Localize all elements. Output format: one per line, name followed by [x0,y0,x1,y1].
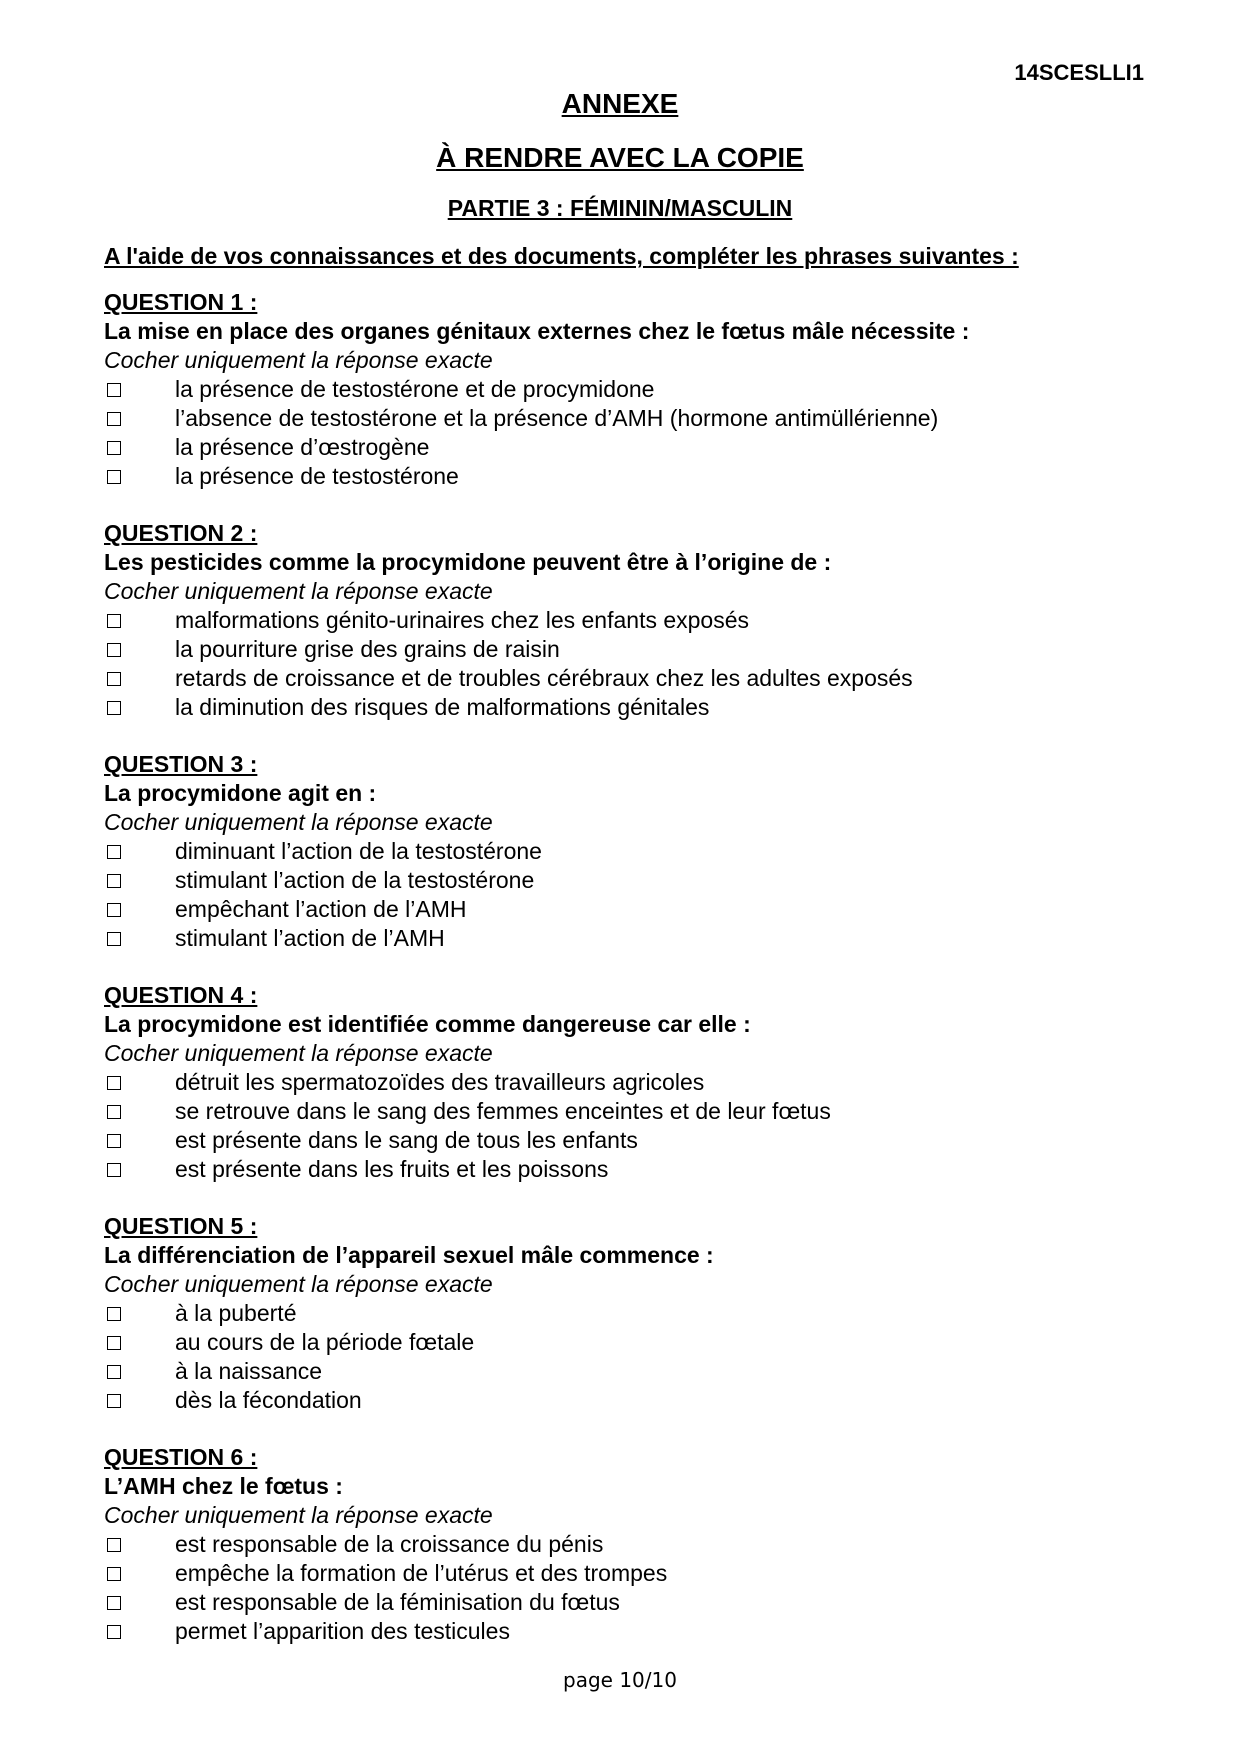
question-3-stem: La procymidone agit en : [104,780,377,806]
question-2-stem: Les pesticides comme la procymidone peuvent être à l’origine de : [104,549,832,575]
checkbox-icon[interactable] [107,383,121,397]
option-label: est responsable de la féminisation du fœtus [175,1589,620,1615]
question-1-instruction: Cocher uniquement la réponse exacte [104,347,493,373]
checkbox-icon[interactable] [107,1163,121,1177]
question-1-stem: La mise en place des organes génitaux externes chez le fœtus mâle nécessite : [104,318,970,344]
checkbox-icon[interactable] [107,470,121,484]
option-label: la diminution des risques de malformations génitales [175,694,710,720]
checkbox-icon[interactable] [107,1105,121,1119]
checkbox-icon[interactable] [107,1076,121,1090]
checkbox-icon[interactable] [107,1336,121,1350]
option-label: stimulant l’action de l’AMH [175,925,445,951]
question-6-option-4 [104,1617,1144,1646]
option-label: détruit les spermatozoïdes des travailleurs agricoles [175,1069,705,1095]
question-2-option-4 [104,693,1144,722]
option-label: la présence de testostérone [175,463,459,489]
option-label: l’absence de testostérone et la présence d’AMH (hormone antimüllérienne) [175,405,939,431]
question-6-stem: L’AMH chez le fœtus : [104,1473,343,1499]
question-4-instruction: Cocher uniquement la réponse exacte [104,1040,493,1066]
page-number: page 10/10 [563,1668,677,1692]
title-block [0,84,1240,224]
checkbox-icon[interactable] [107,672,121,686]
question-3-option-4 [104,924,1144,953]
checkbox-icon[interactable] [107,903,121,917]
document-code: 14SCESLLI1 [1014,60,1144,85]
question-5-option-4 [104,1386,1144,1415]
question-4 [104,981,1144,1184]
question-2-option-1 [104,606,1144,635]
checkbox-icon[interactable] [107,1365,121,1379]
checkbox-icon[interactable] [107,441,121,455]
option-label: à la naissance [175,1358,323,1384]
question-6-title: QUESTION 6 : [104,1444,258,1470]
question-6-instruction: Cocher uniquement la réponse exacte [104,1502,493,1528]
question-3-option-2 [104,866,1144,895]
questions-list [104,288,1144,1674]
checkbox-icon[interactable] [107,845,121,859]
checkbox-icon[interactable] [107,1567,121,1581]
option-label: au cours de la période fœtale [175,1329,475,1355]
question-4-option-2 [104,1097,1144,1126]
option-label: se retrouve dans le sang des femmes enceintes et de leur fœtus [175,1098,831,1124]
question-3-option-3 [104,895,1144,924]
question-5-option-1 [104,1299,1144,1328]
question-3 [104,750,1144,953]
option-label: diminuant l’action de la testostérone [175,838,542,864]
question-5-instruction: Cocher uniquement la réponse exacte [104,1271,493,1297]
question-4-stem: La procymidone est identifiée comme dangereuse car elle : [104,1011,751,1037]
option-label: dès la fécondation [175,1387,362,1413]
question-1-option-4 [104,462,1144,491]
question-5-option-2 [104,1328,1144,1357]
question-6-option-3 [104,1588,1144,1617]
annex-title: ANNEXE [561,88,679,119]
option-label: est présente dans les fruits et les poissons [175,1156,609,1182]
question-5 [104,1212,1144,1415]
checkbox-icon[interactable] [107,1134,121,1148]
option-label: empêche la formation de l’utérus et des trompes [175,1560,668,1586]
question-2-instruction: Cocher uniquement la réponse exacte [104,578,493,604]
question-5-option-3 [104,1357,1144,1386]
return-with-copy-title: À RENDRE AVEC LA COPIE [436,142,804,173]
question-1 [104,288,1144,491]
question-3-option-1 [104,837,1144,866]
question-5-title: QUESTION 5 : [104,1213,258,1239]
checkbox-icon[interactable] [107,1625,121,1639]
option-label: stimulant l’action de la testostérone [175,867,535,893]
checkbox-icon[interactable] [107,1307,121,1321]
intro-instruction: A l'aide de vos connaissances et des documents, compléter les phrases suivantes : [104,243,1019,269]
checkbox-icon[interactable] [107,614,121,628]
question-5-stem: La différenciation de l’appareil sexuel mâle commence : [104,1242,714,1268]
checkbox-icon[interactable] [107,701,121,715]
question-2 [104,519,1144,722]
option-label: la présence d’œstrogène [175,434,430,460]
question-3-instruction: Cocher uniquement la réponse exacte [104,809,493,835]
question-1-option-1 [104,375,1144,404]
option-label: est présente dans le sang de tous les enfants [175,1127,638,1153]
question-1-option-3 [104,433,1144,462]
checkbox-icon[interactable] [107,874,121,888]
checkbox-icon[interactable] [107,1596,121,1610]
option-label: malformations génito-urinaires chez les enfants exposés [175,607,750,633]
question-3-title: QUESTION 3 : [104,751,258,777]
question-1-title: QUESTION 1 : [104,289,258,315]
question-2-option-3 [104,664,1144,693]
question-2-title: QUESTION 2 : [104,520,258,546]
option-label: à la puberté [175,1300,297,1326]
part-title: PARTIE 3 : FÉMININ/MASCULIN [447,195,793,221]
option-label: est responsable de la croissance du pénis [175,1531,604,1557]
question-4-option-1 [104,1068,1144,1097]
checkbox-icon[interactable] [107,1538,121,1552]
question-6-option-1 [104,1530,1144,1559]
option-label: la pourriture grise des grains de raisin [175,636,560,662]
checkbox-icon[interactable] [107,412,121,426]
question-2-option-2 [104,635,1144,664]
checkbox-icon[interactable] [107,932,121,946]
question-6 [104,1443,1144,1646]
option-label: empêchant l’action de l’AMH [175,896,467,922]
option-label: permet l’apparition des testicules [175,1618,510,1644]
option-label: la présence de testostérone et de procymidone [175,376,655,402]
option-label: retards de croissance et de troubles cérébraux chez les adultes exposés [175,665,913,691]
question-4-title: QUESTION 4 : [104,982,258,1008]
question-6-option-2 [104,1559,1144,1588]
question-1-option-2 [104,404,1144,433]
question-4-option-3 [104,1126,1144,1155]
question-4-option-4 [104,1155,1144,1184]
checkbox-icon[interactable] [107,1394,121,1408]
checkbox-icon[interactable] [107,643,121,657]
